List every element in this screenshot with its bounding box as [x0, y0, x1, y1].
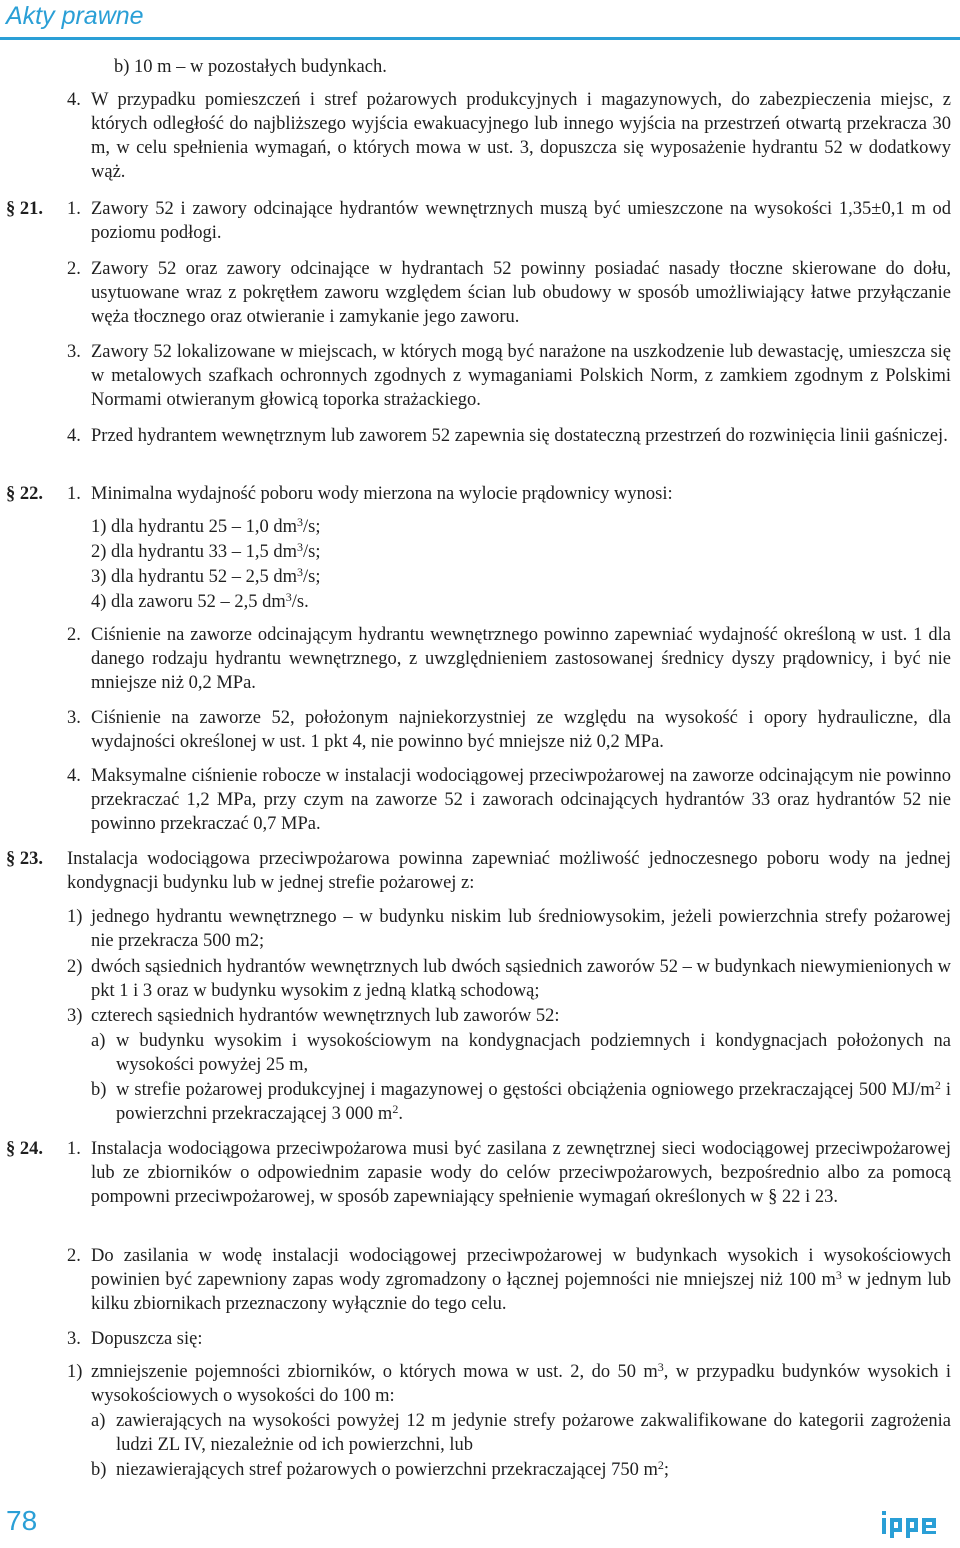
section-number: § 22.	[6, 484, 43, 504]
paragraph-text: Ciśnienie na zaworze 52, położonym najniekorzystniej ze względu na wysokość i opory hydrauliczne, dla wydajności określonej w ust. 1 pkt 4, nie powinno być mniejsze niż 0,2 MPa.	[91, 708, 951, 752]
item-number: 1.	[67, 199, 81, 219]
item-number: 1.	[67, 484, 81, 504]
paragraph-text: W przypadku pomieszczeń i stref pożarowych produkcyjnych i magazynowych, do zabezpieczenia miejsc, z których odległość do najbliższego wyjścia ewakuacyjnego lub innego wyjścia na przestrzeń otwartą przekracza 30 m, w celu spełnienia wymagań, o których mowa w ust. 3, dopuszcza się wyposażenie hydrantu 52 w dodatkowy wąż.	[91, 90, 951, 182]
paragraph-text: Minimalna wydajność poboru wody mierzona na wylocie prądownicy wynosi:	[91, 484, 673, 504]
section-number: § 24.	[6, 1139, 43, 1159]
publisher-logo	[880, 1508, 950, 1538]
item-number: 2.	[67, 625, 81, 645]
section-number: § 21.	[6, 199, 43, 219]
item-number: 4.	[67, 90, 81, 110]
item-number: 2.	[67, 259, 81, 279]
list-item-text: 1) dla hydrantu 25 – 1,0 $dm^3/s$;	[91, 515, 321, 537]
item-number: b)	[91, 1460, 107, 1480]
paragraph-text: b) 10 m – w pozostałych budynkach.	[114, 57, 387, 77]
list-item-text: 4) dla zaworu 52 – 2,5 $dm^3/s$.	[91, 590, 309, 612]
list-item-text: jednego hydrantu wewnętrznego – w budynku niskim lub średniowysokim, jeżeli powierzchnia strefy pożarowej nie przekracza 500 m2;	[91, 907, 951, 951]
paragraph-text: Zawory 52 oraz zawory odcinające w hydrantach 52 powinny posiadać nasady tłoczne skierowane do dołu, usytuowane wraz z pokrętłem zaworu względem ścian lub obudowy w sposób umożliwiający łatwe przyłączanie węża tłocznego oraz otwieranie i zamykanie jego zaworu.	[91, 259, 951, 327]
paragraph-text: Maksymalne ciśnienie robocze w instalacji wodociągowej przeciwpożarowej na zaworze odcinającym nie powinno przekraczać 1,2 MPa, przy czym na zaworze 52 i zaworach odcinających hydrantów 33 oraz hydrantów 52 nie powinno przekraczać 0,7 MPa.	[91, 766, 951, 834]
paragraph-text: Do zasilania w wodę instalacji wodociągowej przeciwpożarowej w budynkach wysokich i wysokościowych powinien być zapewniony zapas wody zgromadzony o łącznej pojemności nie mniejszej niż 100 $m^3$ w jednym lub kilku zbiornikach przeznaczony wyłącznie do tego celu.	[91, 1246, 951, 1314]
list-item-text: czterech sąsiednich hydrantów wewnętrznych lub zaworów 52:	[91, 1006, 560, 1026]
item-number: 2)	[67, 957, 83, 977]
item-number: 3.	[67, 342, 81, 362]
paragraph-text: Instalacja wodociągowa przeciwpożarowa powinna zapewniać możliwość jednoczesnego poboru wody na jednej kondygnacji budynku lub w jednej strefie pożarowej z:	[67, 849, 951, 893]
paragraph-text: Instalacja wodociągowa przeciwpożarowa musi być zasilana z zewnętrznej sieci wodociągowej przeciwpożarowej lub ze zbiorników o odpowiednim zapasie wody do celów przeciwpożarowych, bezpośrednio albo za pomocą pompowni przeciwpożarowej, w sposób zapewniający spełnienie wymagań określonych w § 22 i 23.	[91, 1139, 951, 1207]
section-number: § 23.	[6, 849, 43, 869]
list-item-text: niezawierających stref pożarowych o powierzchni przekraczającej 750 $m^2$;	[116, 1458, 669, 1480]
list-item-text: zmniejszenie pojemności zbiorników, o których mowa w ust. 2, do 50 $m^3$, w przypadku budynków wysokich i wysokościowych o wysokości do 100 m:	[91, 1360, 951, 1406]
header-title: Akty prawne	[6, 2, 144, 30]
item-number: b)	[91, 1080, 107, 1100]
item-number: 1)	[67, 907, 83, 927]
item-number: 3)	[67, 1006, 83, 1026]
paragraph-text: Przed hydrantem wewnętrznym lub zaworem 52 zapewnia się dostateczną przestrzeń do rozwinięcia linii gaśniczej.	[91, 426, 948, 446]
item-number: a)	[91, 1411, 106, 1431]
item-number: 4.	[67, 426, 81, 446]
item-number: a)	[91, 1031, 106, 1051]
paragraph-text: Zawory 52 lokalizowane w miejscach, w których mogą być narażone na uszkodzenie lub dewastację, umieszcza się w metalowych szafkach ochronnych zgodnych z wymaganiami Polskich Norm, z zamkiem zgodnym z Polskimi Normami otwieranym głowicą toporka strażackiego.	[91, 342, 951, 410]
list-item-text: w strefie pożarowej produkcyjnej i magazynowej o gęstości obciążenia ogniowego przekraczającej 500 $MJ/m^2$ i powierzchni przekraczającej 3 000 $m^2$.	[116, 1078, 952, 1124]
list-item-text: dwóch sąsiednich hydrantów wewnętrznych lub dwóch sąsiednich zaworów 52 – w budynkach niewymienionych w pkt 1 i 3 oraz w budynku wysokim z jedną klatką schodową;	[91, 957, 951, 1001]
page-number: 78	[6, 1505, 38, 1536]
item-number: 3.	[67, 1329, 81, 1349]
paragraph-text: Dopuszcza się:	[91, 1329, 203, 1349]
item-number: 2.	[67, 1246, 81, 1266]
item-number: 1.	[67, 1139, 81, 1159]
item-number: 3.	[67, 708, 81, 728]
paragraph-text: Zawory 52 i zawory odcinające hydrantów wewnętrznych muszą być umieszczone na wysokości 1,35±0,1 m od poziomu podłogi.	[91, 199, 951, 243]
header-rule	[0, 37, 960, 40]
list-item-text: w budynku wysokim i wysokościowym na kondygnacjach podziemnych i kondygnacjach położonych na wysokości powyżej 25 m,	[116, 1031, 951, 1075]
list-item-text: 3) dla hydrantu 52 – 2,5 $dm^3/s$;	[91, 565, 321, 587]
item-number: 4.	[67, 766, 81, 786]
paragraph-text: Ciśnienie na zaworze odcinającym hydrantu wewnętrznego powinno zapewniać wydajność określoną w ust. 1 dla danego rodzaju hydrantu wewnętrznego, z uwzględnieniem zastosowanej średnicy dyszy prądownicy, i być nie mniejsze niż 0,2 MPa.	[91, 625, 951, 693]
list-item-text: 2) dla hydrantu 33 – 1,5 $dm^3/s$;	[91, 540, 321, 562]
list-item-text: zawierających na wysokości powyżej 12 m jedynie strefy pożarowe zakwalifikowane do kategorii zagrożenia ludzi ZL IV, niezależnie od ich powierzchni, lub	[116, 1411, 951, 1455]
item-number: 1)	[67, 1362, 83, 1382]
